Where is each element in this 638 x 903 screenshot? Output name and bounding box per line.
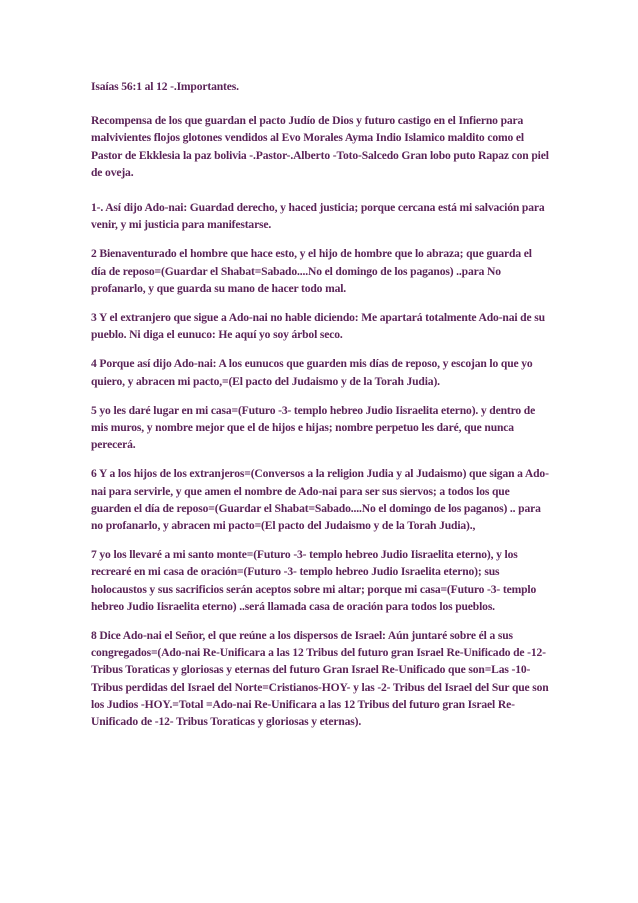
verse-8: 8 Dice Ado-nai el Señor, el que reúne a los dispersos de Israel: Aún juntaré sobre él a sus congregados=(Ado-nai Re-Unificara a las 12 Tribus del futuro gran Israel Re-Unificado de -12- Tribus Toraticas y gloriosas y eternas del futuro Gran Israel Re-Unificado que son=Las -10- Tribus perdidas del Israel del Norte=Cristianos-HOY- y las -2- Tribus del Israel del Sur que son los Judios -HOY.=Total =Ado-nai Re-Unificara a las 12 Tribus del futuro gran Israel Re-Unificado de -12- Tribus Toraticas y gloriosas y eternas). [91, 629, 549, 729]
document-title: Isaías 56:1 al 12 -.Importantes. [91, 80, 239, 93]
verse-3: 3 Y el extranjero que sigue a Ado-nai no hable diciendo: Me apartará totalmente Ado-nai de su pueblo. Ni diga el eunuco: He aquí yo soy árbol seco. [91, 311, 545, 342]
intro-paragraph: Recompensa de los que guardan el pacto Judío de Dios y futuro castigo en el Infierno para malvivientes flojos glotones vendidos al Evo Morales Ayma Indio Islamico maldito como el Pastor de Ekklesia la paz bolivia -.Pastor-.Alberto -Toto-Salcedo Gran lobo puto Rapaz con piel de oveja. [91, 114, 549, 179]
verse-6: 6 Y a los hijos de los extranjeros=(Conversos a la religion Judia y al Judaismo) que sigan a Ado-nai para servirle, y que amen el nombre de Ado-nai para ser sus siervos; a todos los que guarden el día de reposo=(Guardar el Shabat=Sabado....No el domingo de los paganos) .. para no profanarlo, y abracen mi pacto=(El pacto del Judaismo y de la Torah Judia)., [91, 467, 549, 533]
document-body [91, 78, 549, 742]
verse-7: 7 yo los llevaré a mi santo monte=(Futuro -3- templo hebreo Judio Iisraelita eterno), y los recrearé en mi casa de oración=(Futuro -3- templo hebreo Judio Israelita eterno); sus holocaustos y sus sacrificios serán aceptos sobre mi altar; porque mi casa=(Futuro -3- templo hebreo Judio Iisraelita eterno) ..será llamada casa de oración para todos los pueblos. [91, 548, 537, 613]
verse-4: 4 Porque así dijo Ado-nai: A los eunucos que guarden mis días de reposo, y escojan lo que yo quiero, y abracen mi pacto,=(El pacto del Judaismo y de la Torah Judia). [91, 357, 533, 388]
verse-1: 1-. Así dijo Ado-nai: Guardad derecho, y haced justicia; porque cercana está mi salvación para venir, y mi justicia para manifestarse. [91, 201, 545, 232]
verse-5: 5 yo les daré lugar en mi casa=(Futuro -3- templo hebreo Judio Iisraelita eterno). y dentro de mis muros, y nombre mejor que el de hijos e hijas; nombre perpetuo les daré, que nunca perecerá. [91, 403, 536, 452]
verse-2: 2 Bienaventurado el hombre que hace esto, y el hijo de hombre que lo abraza; que guarda el día de reposo=(Guardar el Shabat=Sabado....No el domingo de los paganos) ..para No profanarlo, y que guarda su mano de hacer todo mal. [91, 247, 532, 295]
